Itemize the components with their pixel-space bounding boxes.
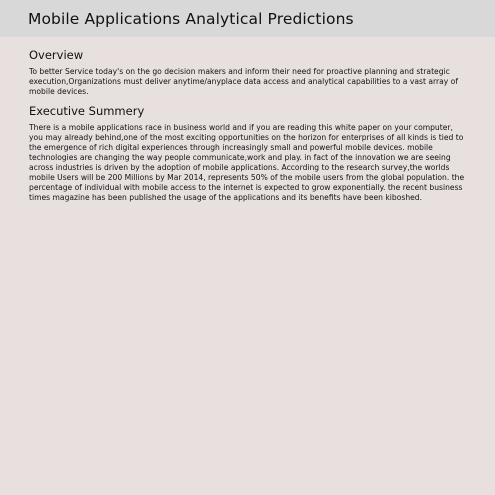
overview-section xyxy=(29,48,469,97)
executive-summary-text: There is a mobile applications race in business world and if you are reading this white paper on your computer, you may already behind,one of the most exciting opportunities on the horizon for enterprises of all kinds is tied to the emergence of rich digital experiences through increasingly small and powerful mobile devices. mobile technologies are changing the way people communicate,work and play. in fact of the innovation we are seeing across industries is driven by the adoption of mobile applications. According to the research survey,the worlds mobile Users will be 200 Millions by Mar 2014, represents 50% of the mobile users from the global population. the percentage of individual with mobile access to the internet is expected to grow exponentially. the recent business times magazine has been published the usage of the applications and its benefits have been kiboshed. xyxy=(29,123,465,202)
executive-summary-heading: Executive Summery xyxy=(29,104,145,118)
title-bar xyxy=(0,0,495,37)
page-title: Mobile Applications Analytical Predictions xyxy=(28,9,354,28)
overview-heading: Overview xyxy=(29,48,84,62)
overview-text: To better Service today's on the go decision makers and inform their need for proactive planning and strategic execution,Organizations must deliver anytime/anyplace data access and analytical capabilities to a vast array of mobile devices. xyxy=(29,67,458,96)
executive-summary-section xyxy=(29,104,469,203)
main-content xyxy=(0,37,495,203)
